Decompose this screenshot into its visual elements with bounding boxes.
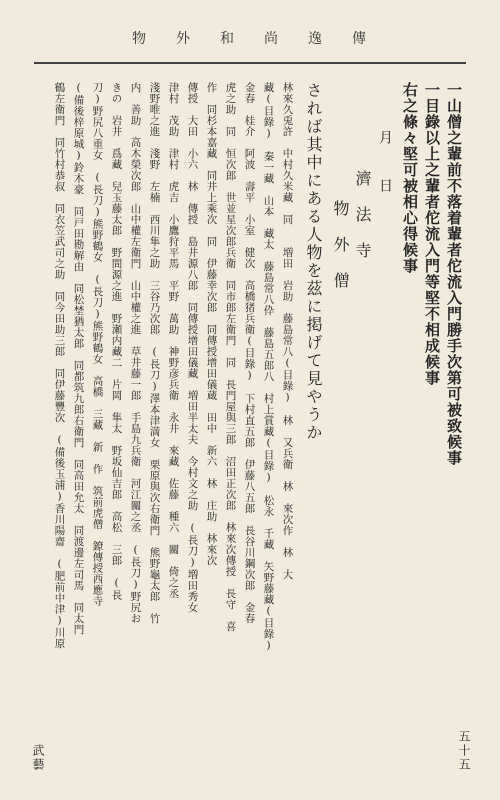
running-head-char: 傳 [352,31,368,47]
monk-name: 物 外 僧 [331,200,350,290]
name-column: 傳授 大田 小六 林 傳授 島井源八郎 同傳授增田儀藏 増田半太夫 今村文之助 (長刀)増田秀女 [186,82,199,613]
page-number: 五十五 [457,730,471,772]
running-head-char: 外 [176,31,192,47]
section-label: 武藝 [31,744,45,772]
decree-line: 右之條々堅可被相心得候事 [401,82,419,274]
name-column: 鶴左衛門 同竹村恭叔 同衣笠武司之助 同今田助三郎 同伊藤豐次 (備後玉浦)香川陽齋 (肥前中津)川原 [53,82,66,649]
decree-line: 一山僧之輩前不落着輩者佗流入門勝手次第可被致候事 [445,82,463,466]
name-column: 刀)野尻八重女 (長刀)熊野鶴女 (長刀)熊野鶴女 高橋 三藏 新 作 筑前虎僧 鐐傳授西應寺 [91,82,104,607]
running-head-char: 物 [132,31,148,47]
temple-name: 濟 法 寺 [353,170,372,260]
decree-line: 一目錄以上之輩者佗流入門等堅不相成候事 [423,82,441,386]
header-rule [34,62,466,64]
name-column: 内 善助 高木榮次郎 山中權左衛門 山中權之進 草井藤一郎 手島九兵衛 河江關之丞 (長刀)野尻お [129,82,142,624]
date-line: 月 日 [377,130,393,194]
running-head [40,28,460,48]
name-column: 金春 桂介 阿波 壽平 小室 健次 高橋猪兵衛(目錄) 下村直五郎 伊藤八五郎 長谷川鋼次郎 金春 [243,82,256,624]
name-column: 淺野唯之進 淺野 左楠 西川隼之助 三谷乃次郎 (長刀)澤本津満女 栗原與次右衛門 熊野龜太郎 竹 [148,82,161,624]
running-head-char: 逸 [308,31,324,47]
name-column: きの 岩井 爲藏 兒玉藤太郎 野間源之進 野瀬内藏二 片岡 隼太 野坂仙吉郎 高松 三郎 (長 [110,82,123,601]
name-column: 林來久兎許 中村久米藏 同 増田 岩助 藤島常八(目錄) 林 又兵衛 林 來次作 林 大 [281,82,294,580]
name-column: 作 同杉本嘉藏 同井上乘次 同 伊藤幸次郎 同傳授增田儀蔵 田中 新六 林 庄助 林來次 [205,82,218,566]
name-column: (備後梓原城)鈴木豪 同戸田勘解由 同松埜猶太郎 同都筑九郎右衛門 同高田允太 同渡邊左司馬 同太門 [72,82,85,635]
running-head-char: 和 [220,31,236,47]
name-column: 津村 茂助 津村 虎吉 小鷹狩平馬 平野 萬助 神野彦兵衛 永井 來藏 佐藤 種六 關 倚之丞 [167,82,180,599]
commentary-line: されば其中にある人物を茲に掲げて見やうか [304,82,323,442]
running-head-char: 尚 [264,31,280,47]
name-column: 虎之助 同 恒次郎 世並星次郎兵衛 同市郎左衛門 同 長門屋與三郎 沼田正次郎 林來次傳授 長守 喜 [224,82,237,632]
name-column: 藏(目錄) 秦一藏 山本 藏太 藤島常八伜 藤島五郎八 村上賞藏(目錄) 松永 千藏 矢野藤藏(目錄) [262,82,275,652]
